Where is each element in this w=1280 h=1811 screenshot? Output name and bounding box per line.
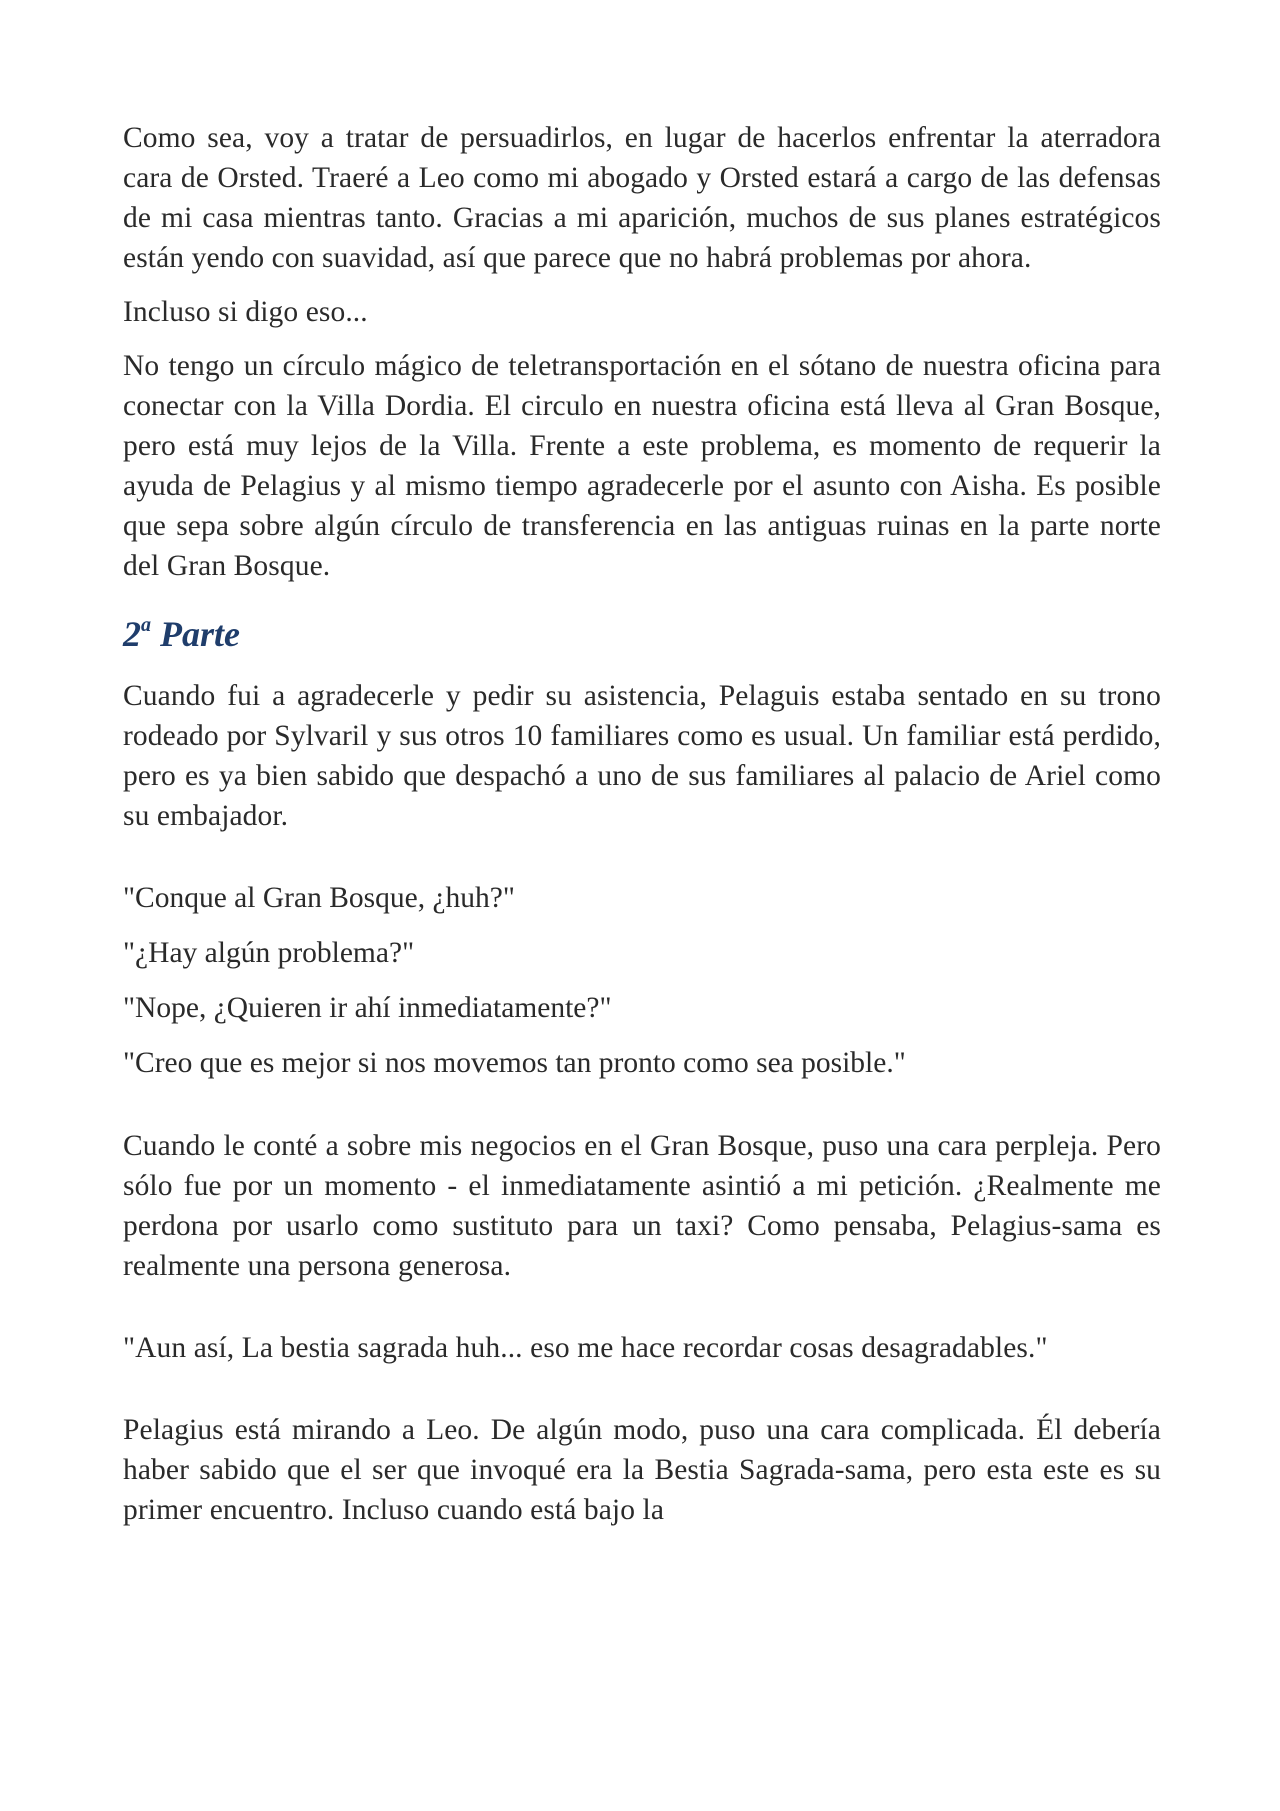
spacer — [123, 850, 1161, 878]
dialogue-line: "Conque al Gran Bosque, ¿huh?" — [123, 882, 515, 914]
paragraph-even-so: Incluso si digo eso... — [123, 296, 368, 328]
dialogue-sacred-beast: "Aun así, La bestia sagrada huh... eso me hace recordar cosas desagradables." — [123, 1332, 1048, 1364]
section-heading-superscript: a — [141, 614, 151, 636]
dialogue-line: "¿Hay algún problema?" — [123, 937, 415, 969]
spacer — [123, 1382, 1161, 1410]
section-heading — [123, 612, 1161, 656]
dialogue-line: "Nope, ¿Quieren ir ahí inmediatamente?" — [123, 992, 612, 1024]
dialogue-line: "Creo que es mejor si nos movemos tan pronto como sea posible." — [123, 1047, 906, 1079]
spacer — [123, 1300, 1161, 1328]
paragraph-persuade: Como sea, voy a tratar de persuadirlos, en lugar de hacerlos enfrentar la aterradora cara de Orsted. Traeré a Leo como mi abogado y Orsted estará a cargo de las defensas de mi casa mientras tanto. Gracias a mi aparición, muchos de sus planes estratégicos están yendo con suavidad, así que parece que no habrá problemas por ahora. — [123, 122, 1161, 274]
paragraph-teleport-circle: No tengo un círculo mágico de teletransportación en el sótano de nuestra oficina para conectar con la Villa Dordia. El circulo en nuestra oficina está lleva al Gran Bosque, pero está muy lejos de la Villa. Frente a este problema, es momento de requerir la ayuda de Pelagius y al mismo tiempo agradecerle por el asunto con Aisha. Es posible que sepa sobre algún círculo de transferencia en las antiguas ruinas en la parte norte del Gran Bosque. — [123, 350, 1161, 582]
document-page — [123, 118, 1161, 1544]
spacer — [123, 1098, 1161, 1126]
section-heading-number: 2 — [123, 614, 141, 654]
paragraph-last: Pelagius está mirando a Leo. De algún modo, puso una cara complicada. Él debería haber sabido que el ser que invoqué era la Bestia Sagrada-sama, pero esta este es su primer encuentro. Incluso cuando está bajo la — [123, 1414, 1161, 1526]
paragraph-section-intro: Cuando fui a agradecerle y pedir su asistencia, Pelaguis estaba sentado en su trono rodeado por Sylvaril y sus otros 10 familiares como es usual. Un familiar está perdido, pero es ya bien sabido que despachó a uno de sus familiares al palacio de Ariel como su embajador. — [123, 680, 1161, 832]
section-heading-text: Parte — [151, 614, 240, 654]
paragraph-after-dialogue: Cuando le conté a sobre mis negocios en el Gran Bosque, puso una cara perpleja. Pero sólo fue por un momento - el inmediatamente asintió a mi petición. ¿Realmente me perdona por usarlo como sustituto para un taxi? Como pensaba, Pelagius-sama es realmente una persona generosa. — [123, 1130, 1161, 1282]
